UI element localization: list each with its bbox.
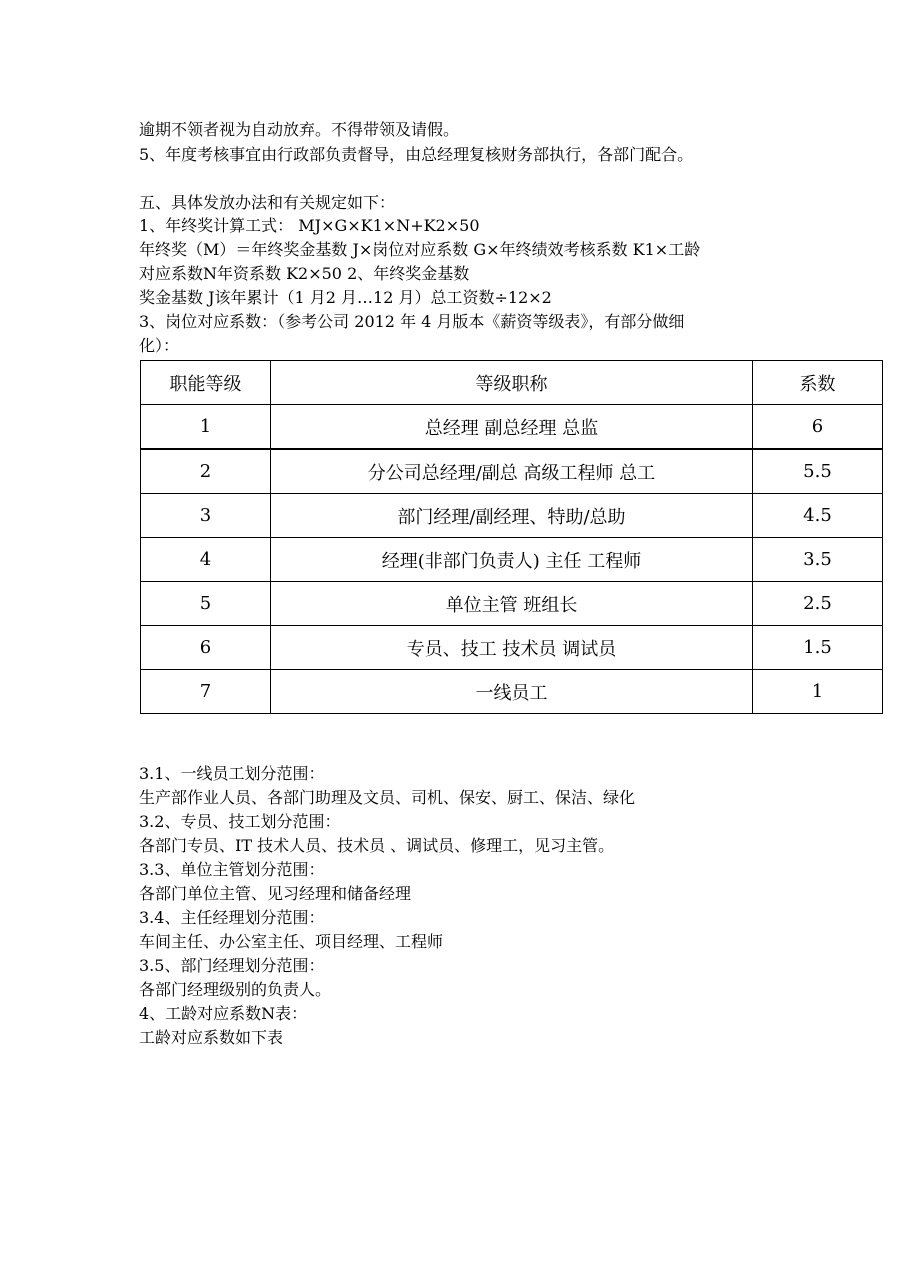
paragraph-position-coef-cont: 化）： (139, 336, 180, 355)
paragraph-formula: 1、年终奖计算工式： MJ×G×K1×N+K2×50 (139, 216, 480, 235)
header-coef: 系数 (753, 361, 883, 405)
paragraph-bonus-base: 奖金基数 J该年累计（1 月2 月…12 月）总工资数÷12×2 (139, 288, 552, 307)
paragraph-4-heading: 4、工龄对应系数N表： (139, 1004, 308, 1023)
cell-level: 5 (141, 582, 271, 626)
paragraph-3-5-body: 各部门经理级别的负责人。 (139, 980, 332, 999)
paragraph-4-body: 工龄对应系数如下表 (139, 1028, 284, 1047)
table-row (141, 405, 883, 450)
table-row (141, 626, 883, 670)
cell-level: 1 (141, 405, 271, 450)
cell-level: 2 (141, 449, 271, 494)
table-row (141, 582, 883, 626)
cell-title: 一线员工 (271, 670, 753, 714)
cell-coef: 6 (753, 405, 883, 450)
cell-title: 部门经理/副经理、特助/总助 (271, 494, 753, 538)
cell-coef: 3.5 (753, 538, 883, 582)
cell-title: 分公司总经理/副总 高级工程师 总工 (271, 449, 753, 494)
paragraph-3-2-body: 各部门专员、IT 技术人员、技术员 、调试员、修理工，见习主管。 (139, 836, 615, 855)
cell-level: 3 (141, 494, 271, 538)
table-header-row (141, 361, 883, 405)
paragraph-position-coef: 3、岗位对应系数：（参考公司 2012 年 4 月版本《薪资等级表》，有部分做细 (139, 312, 685, 331)
cell-level: 7 (141, 670, 271, 714)
cell-coef: 2.5 (753, 582, 883, 626)
cell-title: 总经理 副总经理 总监 (271, 405, 753, 450)
cell-coef: 1.5 (753, 626, 883, 670)
paragraph-3-3-heading: 3.3、单位主管划分范围： (139, 860, 325, 879)
paragraph-3-5-heading: 3.5、部门经理划分范围： (139, 956, 325, 975)
paragraph-3-4-heading: 3.4、主任经理划分范围： (139, 908, 325, 927)
table-row (141, 670, 883, 714)
paragraph-bonus-definition: 年终奖（M）＝年终奖金基数 J×岗位对应系数 G×年终绩效考核系数 K1×工龄 (139, 240, 701, 259)
paragraph-annual-review: 5、年度考核事宜由行政部负责督导，由总经理复核财务部执行，各部门配合。 (139, 145, 694, 164)
grade-coefficient-table (140, 360, 883, 714)
paragraph-bonus-definition-cont: 对应系数N年资系数 K2×50 2、年终奖金基数 (139, 264, 470, 283)
paragraph-3-1-heading: 3.1、一线员工划分范围： (139, 764, 325, 783)
paragraph-3-4-body: 车间主任、办公室主任、项目经理、工程师 (139, 932, 444, 951)
cell-coef: 5.5 (753, 449, 883, 494)
paragraph-3-1-body: 生产部作业人员、各部门助理及文员、司机、保安、厨工、保洁、绿化 (139, 788, 636, 807)
table-row (141, 538, 883, 582)
paragraph-3-3-body: 各部门单位主管、见习经理和储备经理 (139, 884, 412, 903)
cell-title: 经理(非部门负责人) 主任 工程师 (271, 538, 753, 582)
paragraph-overdue: 逾期不领者视为自动放弃。不得带领及请假。 (139, 120, 460, 139)
cell-title: 单位主管 班组长 (271, 582, 753, 626)
cell-coef: 1 (753, 670, 883, 714)
cell-title: 专员、技工 技术员 调试员 (271, 626, 753, 670)
paragraph-3-2-heading: 3.2、专员、技工划分范围： (139, 812, 341, 831)
table-row (141, 494, 883, 538)
header-level: 职能等级 (141, 361, 271, 405)
table-row (141, 449, 883, 494)
header-title: 等级职称 (271, 361, 753, 405)
section-heading-five: 五、具体发放办法和有关规定如下： (139, 193, 396, 212)
cell-level: 4 (141, 538, 271, 582)
cell-level: 6 (141, 626, 271, 670)
cell-coef: 4.5 (753, 494, 883, 538)
